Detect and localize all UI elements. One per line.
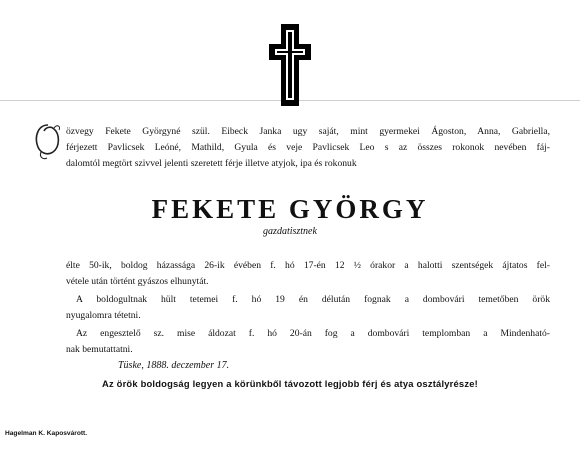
body-line-6: nak bemutattatni.	[66, 344, 133, 355]
body-line-4: nyugalomra tétetni.	[66, 310, 141, 321]
intro-line-2: férjezett Pavlicsek Leóné, Mathild, Gyula és veje Pavlicsek Leo s az összes rokonok nevében fáj-	[66, 142, 550, 153]
date-line: Tüske, 1888. deczember 17.	[118, 360, 230, 371]
body-line-1: élte 50-ik, boldog házassága 26-ik évében f. hó 17-én 12 ½ órakor a halotti szentségek ájtatos fel-	[66, 260, 550, 271]
intro-line-1: özvegy Fekete Györgyné szül. Eibeck Janka ugy saját, mint gyermekei Ágoston, Anna, Gabriella,	[66, 126, 550, 137]
occupation: gazdatisztnek	[263, 226, 317, 237]
body-line-5: Az engesztelő sz. mise áldozat f. hó 20-án fog a dombovári templomban a Mindenható-	[76, 328, 550, 339]
deceased-name: FEKETE GYÖRGY	[151, 194, 429, 224]
body-line-2: vétele után történt gyászos elhunytát.	[66, 276, 209, 287]
ornamental-initial-icon	[33, 122, 63, 162]
closing-line: Az örök boldogság legyen a körünkből távozott legjobb férj és atya osztályrésze!	[102, 378, 478, 389]
intro-line-3: dalomtól megtört szivvel jelenti szeretett férje illetve atyjok, ipa és rokonuk	[66, 158, 357, 169]
printer-imprint: Hagelman K. Kaposvárott.	[5, 430, 88, 437]
body-line-3: A boldogultnak hült tetemei f. hó 19 én délután fognak a dombovári temetőben örök	[76, 294, 550, 305]
mourning-cross-icon	[267, 22, 313, 108]
